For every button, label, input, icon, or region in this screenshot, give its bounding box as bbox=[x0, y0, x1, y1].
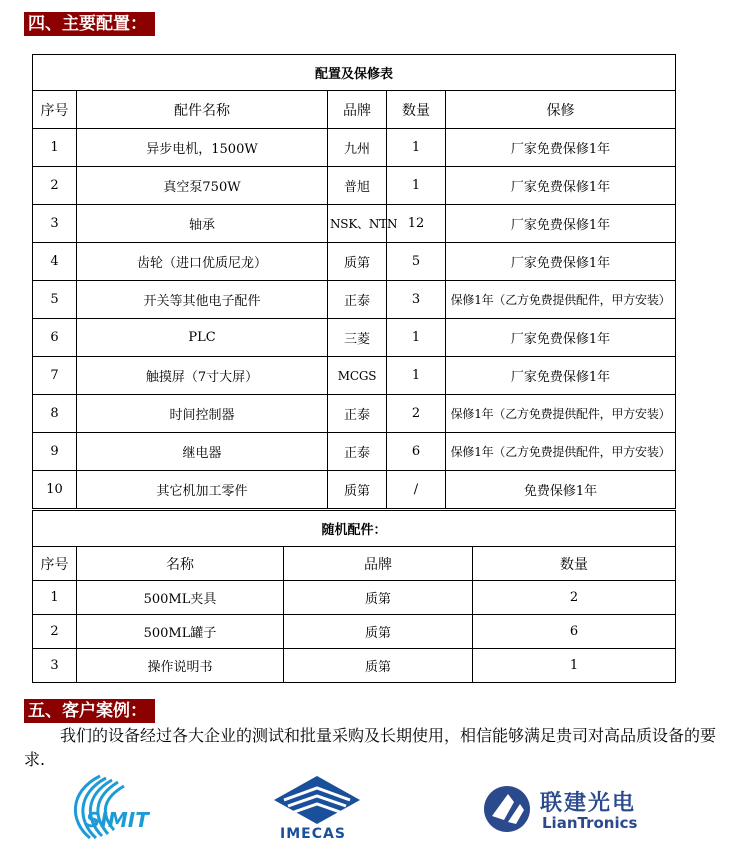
table-row bbox=[33, 615, 676, 649]
header-cell: 品牌 bbox=[328, 91, 387, 129]
cell-warranty: 厂家免费保修1年 bbox=[446, 129, 676, 167]
cell-brand: 正泰 bbox=[328, 433, 387, 471]
cell-warranty: 厂家免费保修1年 bbox=[446, 205, 676, 243]
cell-quantity: 12 bbox=[387, 205, 446, 243]
cell-brand: NSK、NTN bbox=[328, 205, 387, 243]
simit-logo bbox=[60, 772, 170, 844]
cell-quantity: 1 bbox=[473, 649, 676, 683]
cell-warranty: 保修1年（乙方免费提供配件，甲方安装） bbox=[446, 395, 676, 433]
cell-warranty: 厂家免费保修1年 bbox=[446, 357, 676, 395]
cell-part-name: PLC bbox=[77, 319, 328, 357]
cell-index: 1 bbox=[33, 129, 77, 167]
cell-part-name: 齿轮（进口优质尼龙） bbox=[77, 243, 328, 281]
cell-brand: 质第 bbox=[284, 581, 473, 615]
cell-quantity: 1 bbox=[387, 319, 446, 357]
cell-index: 1 bbox=[33, 581, 77, 615]
table-row bbox=[33, 129, 676, 167]
cell-brand: 质第 bbox=[284, 649, 473, 683]
cell-quantity: 2 bbox=[473, 581, 676, 615]
table-row bbox=[33, 281, 676, 319]
table-row bbox=[33, 649, 676, 683]
imecas-logo-text: IMECAS bbox=[280, 826, 346, 842]
cell-quantity: 3 bbox=[387, 281, 446, 319]
cases-paragraph: 我们的设备经过各大企业的测试和批量采购及长期使用，相信能够满足贵司对高品质设备的要求. bbox=[24, 726, 717, 769]
table-row bbox=[33, 581, 676, 615]
liantronics-emblem-icon bbox=[482, 784, 532, 834]
cell-quantity: 6 bbox=[387, 433, 446, 471]
cell-part-name: 触摸屏（7寸大屏） bbox=[77, 357, 328, 395]
table-caption-row bbox=[33, 55, 676, 91]
cell-index: 10 bbox=[33, 471, 77, 509]
cell-brand: 质第 bbox=[328, 243, 387, 281]
cell-brand: MCGS bbox=[328, 357, 387, 395]
config-warranty-table bbox=[32, 54, 676, 509]
cell-quantity: 1 bbox=[387, 167, 446, 205]
cell-brand: 正泰 bbox=[328, 395, 387, 433]
table-title: 随机配件： bbox=[33, 511, 676, 547]
table-header-row bbox=[33, 547, 676, 581]
cell-index: 3 bbox=[33, 205, 77, 243]
cell-name: 500ML罐子 bbox=[77, 615, 284, 649]
cell-part-name: 开关等其他电子配件 bbox=[77, 281, 328, 319]
table-row bbox=[33, 471, 676, 509]
table-row bbox=[33, 319, 676, 357]
cell-index: 6 bbox=[33, 319, 77, 357]
cell-warranty: 免费保修1年 bbox=[446, 471, 676, 509]
cell-warranty: 保修1年（乙方免费提供配件，甲方安装） bbox=[446, 281, 676, 319]
cell-index: 3 bbox=[33, 649, 77, 683]
cell-index: 7 bbox=[33, 357, 77, 395]
cell-index: 9 bbox=[33, 433, 77, 471]
cell-quantity: / bbox=[387, 471, 446, 509]
cell-part-name: 其它机加工零件 bbox=[77, 471, 328, 509]
cell-quantity: 5 bbox=[387, 243, 446, 281]
header-cell: 配件名称 bbox=[77, 91, 328, 129]
cell-part-name: 真空泵750W bbox=[77, 167, 328, 205]
table-row bbox=[33, 395, 676, 433]
imecas-emblem-icon bbox=[272, 774, 362, 826]
table-row bbox=[33, 243, 676, 281]
cell-quantity: 2 bbox=[387, 395, 446, 433]
accessory-table bbox=[32, 510, 676, 683]
section-heading-cases: 五、客户案例： bbox=[24, 699, 155, 723]
cell-part-name: 轴承 bbox=[77, 205, 328, 243]
header-cell: 品牌 bbox=[284, 547, 473, 581]
cell-index: 4 bbox=[33, 243, 77, 281]
cell-part-name: 继电器 bbox=[77, 433, 328, 471]
cell-warranty: 厂家免费保修1年 bbox=[446, 243, 676, 281]
table-row bbox=[33, 357, 676, 395]
cell-part-name: 异步电机，1500W bbox=[77, 129, 328, 167]
cell-index: 8 bbox=[33, 395, 77, 433]
cell-quantity: 1 bbox=[387, 357, 446, 395]
cell-index: 2 bbox=[33, 167, 77, 205]
cell-warranty: 厂家免费保修1年 bbox=[446, 167, 676, 205]
cell-name: 操作说明书 bbox=[77, 649, 284, 683]
table-row bbox=[33, 205, 676, 243]
cell-index: 5 bbox=[33, 281, 77, 319]
cell-warranty: 保修1年（乙方免费提供配件，甲方安装） bbox=[446, 433, 676, 471]
table-row bbox=[33, 167, 676, 205]
imecas-logo bbox=[272, 774, 362, 844]
table-row bbox=[33, 433, 676, 471]
cell-name: 500ML夹具 bbox=[77, 581, 284, 615]
cell-index: 2 bbox=[33, 615, 77, 649]
header-cell: 序号 bbox=[33, 91, 77, 129]
table-header-row bbox=[33, 91, 676, 129]
liantronics-logo bbox=[482, 784, 672, 834]
cell-brand: 普旭 bbox=[328, 167, 387, 205]
section-heading-config: 四、主要配置： bbox=[24, 12, 155, 36]
liantronics-logo-cn: 联建光电 bbox=[540, 791, 637, 816]
cell-warranty: 厂家免费保修1年 bbox=[446, 319, 676, 357]
simit-logo-text: SIMIT bbox=[86, 808, 149, 832]
cell-quantity: 6 bbox=[473, 615, 676, 649]
cell-quantity: 1 bbox=[387, 129, 446, 167]
header-cell: 数量 bbox=[473, 547, 676, 581]
cell-brand: 三菱 bbox=[328, 319, 387, 357]
cell-part-name: 时间控制器 bbox=[77, 395, 328, 433]
cell-brand: 质第 bbox=[284, 615, 473, 649]
table-title: 配置及保修表 bbox=[33, 55, 676, 91]
cell-brand: 正泰 bbox=[328, 281, 387, 319]
cell-brand: 质第 bbox=[328, 471, 387, 509]
header-cell: 保修 bbox=[446, 91, 676, 129]
header-cell: 序号 bbox=[33, 547, 77, 581]
liantronics-logo-en: LianTronics bbox=[542, 814, 638, 832]
table-caption-row bbox=[33, 511, 676, 547]
header-cell: 数量 bbox=[387, 91, 446, 129]
header-cell: 名称 bbox=[77, 547, 284, 581]
cell-brand: 九州 bbox=[328, 129, 387, 167]
